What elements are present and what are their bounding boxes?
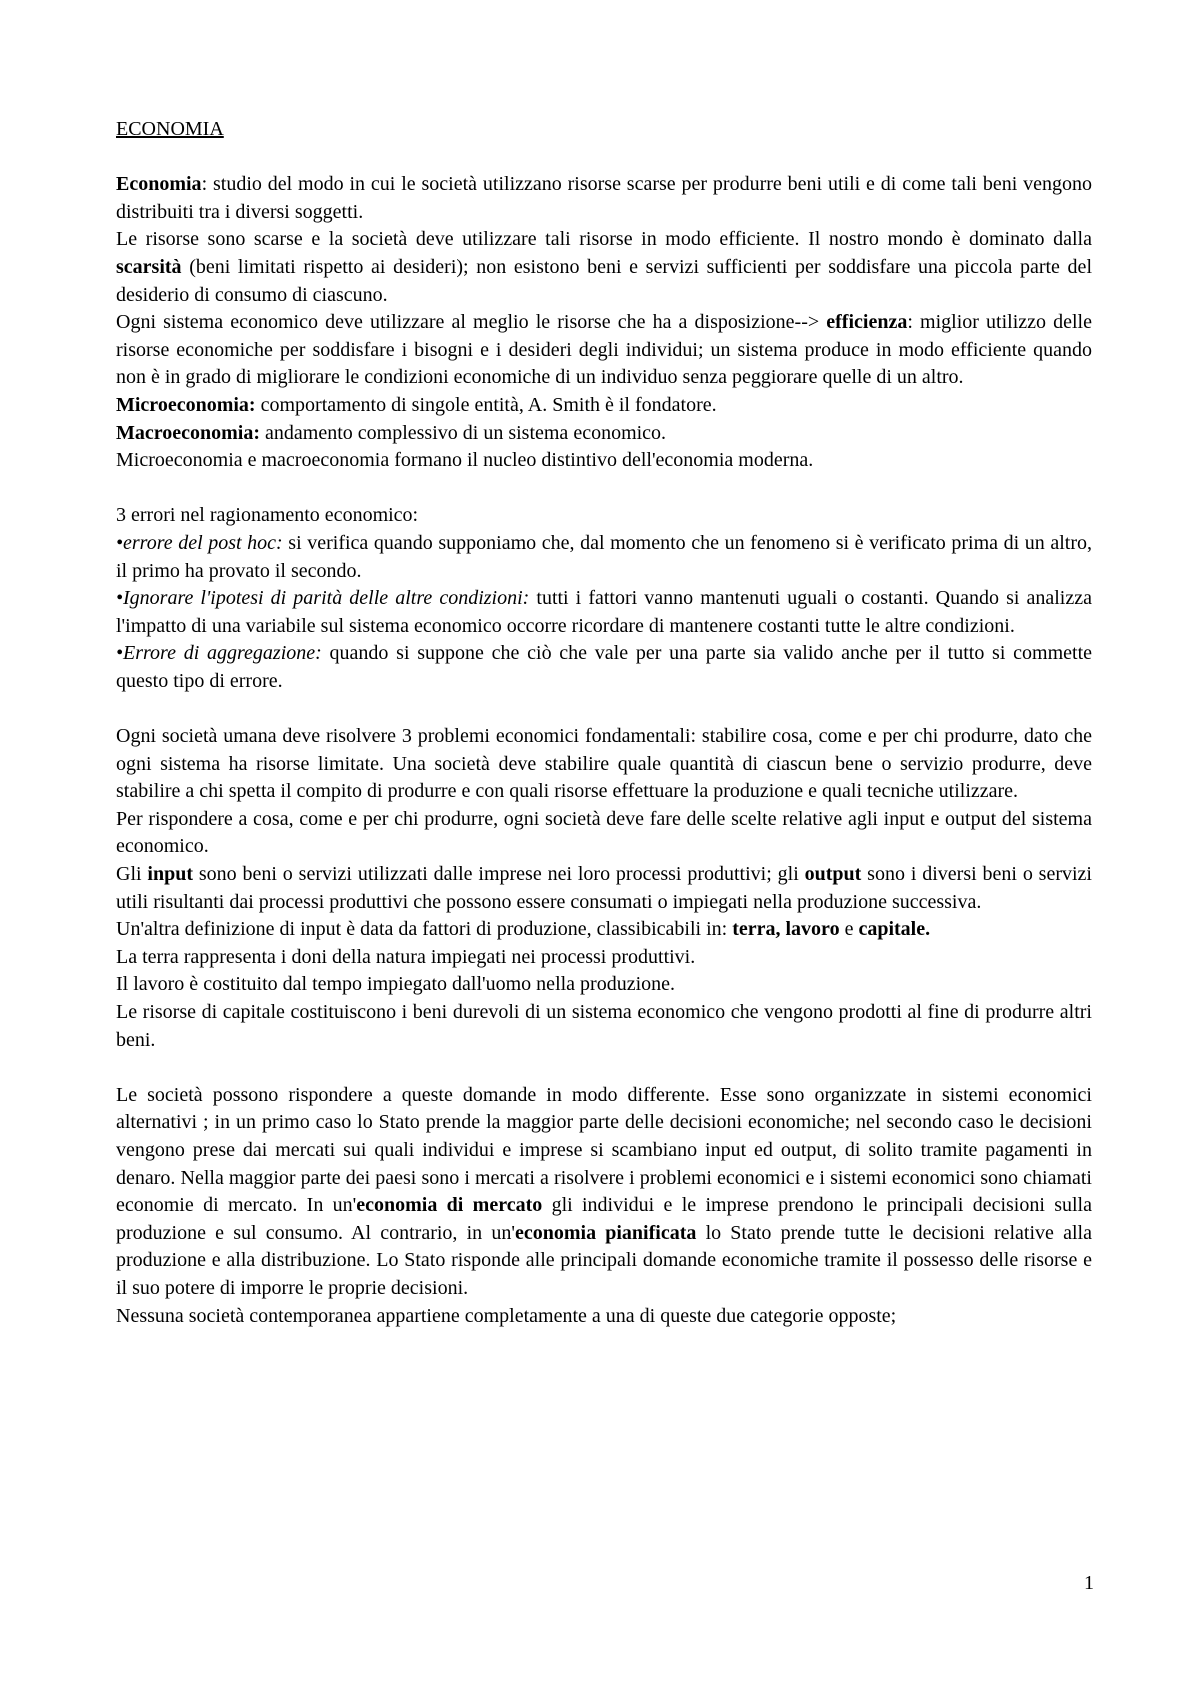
paragraph-input-output: Per rispondere a cosa, come e per chi produrre, ogni società deve fare delle scelte relative agli input e output del sistema economico. [116,807,1092,858]
text: : miglior utilizzo delle risorse economiche per soddisfare i bisogni e i desideri degli individui; un sistema produce in modo efficiente quando non è in grado di migliorare le condizioni economiche di un individuo senza peggiorare quelle di un altro. [116,311,1092,389]
paragraph-capitale: Le risorse di capitale costituiscono i beni durevoli di un sistema economico che vengono prodotti al fine di produrre altri beni. [116,1001,1092,1051]
error-item-ceteris-paribus [116,585,1092,640]
term-macroeconomia: Macroeconomia: [116,421,261,444]
term-microeconomia: Microeconomia: [116,393,256,416]
text: Ogni sistema economico deve utilizzare al meglio le risorse che ha a disposizione--> [116,311,827,334]
text: andamento complessivo di un sistema economico. [260,421,667,444]
term-post-hoc: •errore del post hoc: [116,531,283,554]
paragraph-input-definition [116,861,1092,916]
error-item-aggregazione [116,640,1092,695]
paragraph-sistemi [116,1082,1092,1303]
text: comportamento di singole entità, A. Smith è il fondatore. [255,393,717,416]
paragraph-scarsita [116,226,1092,309]
term-aggregazione: •Errore di aggregazione: [116,642,322,665]
text: si verifica quando supponiamo che, dal momento che un fenomeno si è verificato prima di un altro, il primo ha provato il secondo. [116,531,1092,582]
text: sono i diversi beni o servizi utili risultanti dai processi produttivi che possono essere consumati o impiegati nella produzione successiva. [116,863,1092,913]
paragraph-economia [116,171,1092,226]
text: Le società possono rispondere a queste domande in modo differente. Esse sono organizzate in sistemi economici alternativi ; in un primo caso lo Stato prende la maggior parte delle decisioni economiche; nel secondo caso le decisioni vengono prese dai mercati sui quali individui e imprese si scambiano input ed output, di solito tramite pagamenti in denaro. Nella maggior parte dei paesi sono i mercati a risolvere i problemi economici e i sistemi economici sono chiamati economie di mercato. In un' [116,1083,1092,1217]
spacer [116,1054,1092,1082]
spacer [116,475,1092,503]
paragraph-terra: La terra rappresenta i doni della natura impiegati nei processi produttivi. [116,945,696,968]
page-title: ECONOMIA [116,118,224,140]
text: e [839,918,859,941]
paragraph-fattori [116,916,1092,944]
term-economia: Economia [116,173,202,196]
paragraph-nessuna-societa: Nessuna società contemporanea appartiene completamente a una di queste due categorie opposte; [116,1304,897,1327]
text: tutti i fattori vanno mantenuti uguali o costanti. Quando si analizza l'impatto di una variabile sul sistema economico occorre ricordare di mantenere costanti tutte le altre condizioni. [116,587,1092,637]
paragraph-problemi: Ogni società umana deve risolvere 3 problemi economici fondamentali: stabilire cosa, come e per chi produrre, dato che ogni sistema ha risorse limitate. Una società deve stabilire quale quantità di ciascun bene o servizio produrre, deve stabilire a chi spetta il compito di produrre e con quali risorse effettuare la produzione e quali tecniche utilizzare. [116,725,1092,803]
term-output: output [804,863,862,886]
term-efficienza: efficienza [826,311,908,334]
paragraph-micro-macro: Microeconomia e macroeconomia formano il nucleo distintivo dell'economia moderna. [116,449,814,472]
text: Le risorse sono scarse e la società deve utilizzare tali risorse in modo efficiente. Il nostro mondo è dominato dalla [116,228,1092,251]
term-capitale: capitale. [858,918,931,941]
spacer [116,695,1092,723]
paragraph-efficienza [116,309,1092,392]
text: : studio del modo in cui le società utilizzano risorse scarse per produrre beni utili e di come tali beni vengono distribuiti tra i diversi soggetti. [116,173,1092,223]
text: gli individui e le imprese prendono le principali decisioni sulla produzione e sul consumo. Al contrario, in un' [116,1194,1092,1244]
text: lo Stato prende tutte le decisioni relative alla produzione e alla distribuzione. Lo Stato risponde alle principali domande economiche tramite il possesso delle risorse e il suo potere di imporre le proprie decisioni. [116,1221,1092,1299]
paragraph-microeconomia [116,392,1092,420]
error-item-post-hoc [116,530,1092,585]
text: Gli [116,863,148,886]
errors-heading: 3 errori nel ragionamento economico: [116,504,419,527]
term-parita: •Ignorare l'ipotesi di parità delle altre condizioni: [116,587,530,610]
spacer [116,144,1092,172]
term-scarsita: scarsità [116,255,182,278]
term-input: input [147,863,194,886]
text: quando si suppone che ciò che vale per una parte sia valido anche per il tutto si commette questo tipo di errore. [116,642,1092,692]
paragraph-macroeconomia [116,420,1092,448]
term-terra-lavoro: terra, lavoro [732,918,840,941]
term-economia-mercato: economia di mercato [356,1194,543,1217]
text: (beni limitati rispetto ai desideri); non esistono beni e servizi sufficienti per soddisfare una piccola parte del desiderio di consumo di ciascuno. [116,255,1092,306]
paragraph-lavoro: Il lavoro è costituito dal tempo impiegato dall'uomo nella produzione. [116,973,676,996]
page-number: 1 [1084,1572,1094,1594]
term-economia-pianificata: economia pianificata [514,1221,697,1244]
text: sono beni o servizi utilizzati dalle imprese nei loro processi produttivi; gli [193,863,805,886]
document-body [116,116,1092,1330]
text: Un'altra definizione di input è data da fattori di produzione, classibicabili in: [116,918,733,941]
